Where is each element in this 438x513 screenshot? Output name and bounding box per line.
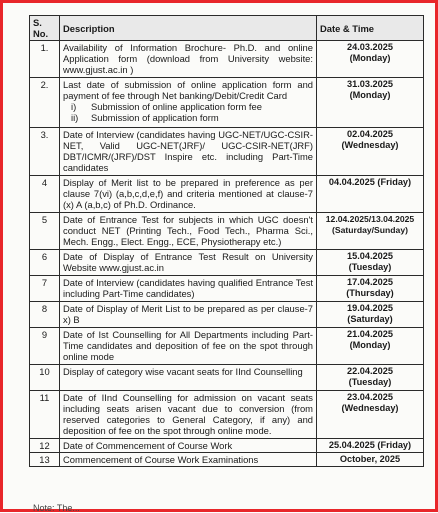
row-date: 12.04.2025/13.04.2025 (Saturday/Sunday) <box>317 213 424 250</box>
sub-item: ii) Submission of application form <box>71 112 219 123</box>
row-sno: 6 <box>30 250 60 276</box>
table-row <box>30 276 424 302</box>
row-sno: 10 <box>30 365 60 391</box>
row-sno: 1. <box>30 41 60 78</box>
row-sno: 5 <box>30 213 60 250</box>
table-row <box>30 213 424 250</box>
row-description: Date of IInd Counselling for admission on vacant seats including seats arisen vacant due to conversion (from reserved categories to General Category, if any) and deposition of fee on the spot through online mode. <box>60 391 317 439</box>
row-date: 04.04.2025 (Friday) <box>317 176 424 213</box>
schedule-table <box>29 15 424 467</box>
row-sno: 9 <box>30 328 60 365</box>
row-description: Availability of Information Brochure- Ph.D. and online Application form (download from University website: www.gjust.ac.in ) <box>60 41 317 78</box>
row-description: Date of Ist Counselling for All Departments including Part-Time candidates and deposition of fee on the spot through online mode <box>60 328 317 365</box>
header-date: Date & Time <box>317 16 424 41</box>
row-description: Date of Display of Merit List to be prepared as per clause-7 x) B <box>60 302 317 328</box>
row-date: October, 2025 <box>317 453 424 467</box>
row-description: Date of Display of Entrance Test Result on University Website www.gjust.ac.in <box>60 250 317 276</box>
header-description: Description <box>60 16 317 41</box>
header-sno: S. No. <box>30 16 60 41</box>
row-sno: 4 <box>30 176 60 213</box>
row-date: 17.04.2025 (Thursday) <box>317 276 424 302</box>
row-date: 15.04.2025 (Tuesday) <box>317 250 424 276</box>
table-row <box>30 365 424 391</box>
row-description: Display of Merit list to be prepared in preference as per clause 7(vi) (a,b,c,d,e,f) and criteria mentioned at clause-7 (x) A (a,b,c) of Ph.D. Ordinance. <box>60 176 317 213</box>
row-date: 21.04.2025 (Monday) <box>317 328 424 365</box>
row-date: 25.04.2025 (Friday) <box>317 439 424 453</box>
row-sno: 7 <box>30 276 60 302</box>
table-row <box>30 176 424 213</box>
row-description: Date of Commencement of Course Work <box>60 439 317 453</box>
sub-item: i) Submission of online application form fee <box>71 101 262 112</box>
footnote-fragment: Note: The... <box>33 503 80 513</box>
row-date: 19.04.2025 (Saturday) <box>317 302 424 328</box>
row-date: 02.04.2025 (Wednesday) <box>317 128 424 176</box>
table-row <box>30 391 424 439</box>
row-sno: 2. <box>30 78 60 128</box>
row-description: Display of category wise vacant seats for IInd Counselling <box>60 365 317 391</box>
table-row <box>30 250 424 276</box>
row-sno: 3. <box>30 128 60 176</box>
table-row <box>30 78 424 128</box>
row-date: 23.04.2025 (Wednesday) <box>317 391 424 439</box>
table-row <box>30 453 424 467</box>
table-row <box>30 302 424 328</box>
table-row <box>30 41 424 78</box>
row-date: 24.03.2025 (Monday) <box>317 41 424 78</box>
row-description <box>60 78 317 128</box>
row-date: 22.04.2025 (Tuesday) <box>317 365 424 391</box>
row-sno: 8 <box>30 302 60 328</box>
table-header-row <box>30 16 424 41</box>
row-description: Date of Entrance Test for subjects in which UGC doesn't conduct NET (Printing Tech., Food Tech., Pharma Sci., Mech. Engg., Elect. Engg., ECE, Physiotherapy etc.) <box>60 213 317 250</box>
table-row <box>30 328 424 365</box>
row-date: 31.03.2025 (Monday) <box>317 78 424 128</box>
table-row <box>30 439 424 453</box>
row-sno: 12 <box>30 439 60 453</box>
row-description: Date of Interview (candidates having qualified Entrance Test including Part-Time candidates) <box>60 276 317 302</box>
table-row <box>30 128 424 176</box>
row-description: Date of Interview (candidates having UGC-NET/UGC-CSIR-NET, Valid UGC-NET(JRF)/ UGC-CSIR-NET(JRF) DBT/ICMR/(JRF)/DST Inspire etc. including Part-Time candidates <box>60 128 317 176</box>
row-description-main: Last date of submission of online application form and payment of fee through Net banking/Debit/Credit Card <box>63 79 313 101</box>
row-sno: 11 <box>30 391 60 439</box>
row-description: Commencement of Course Work Examinations <box>60 453 317 467</box>
row-sno: 13 <box>30 453 60 467</box>
